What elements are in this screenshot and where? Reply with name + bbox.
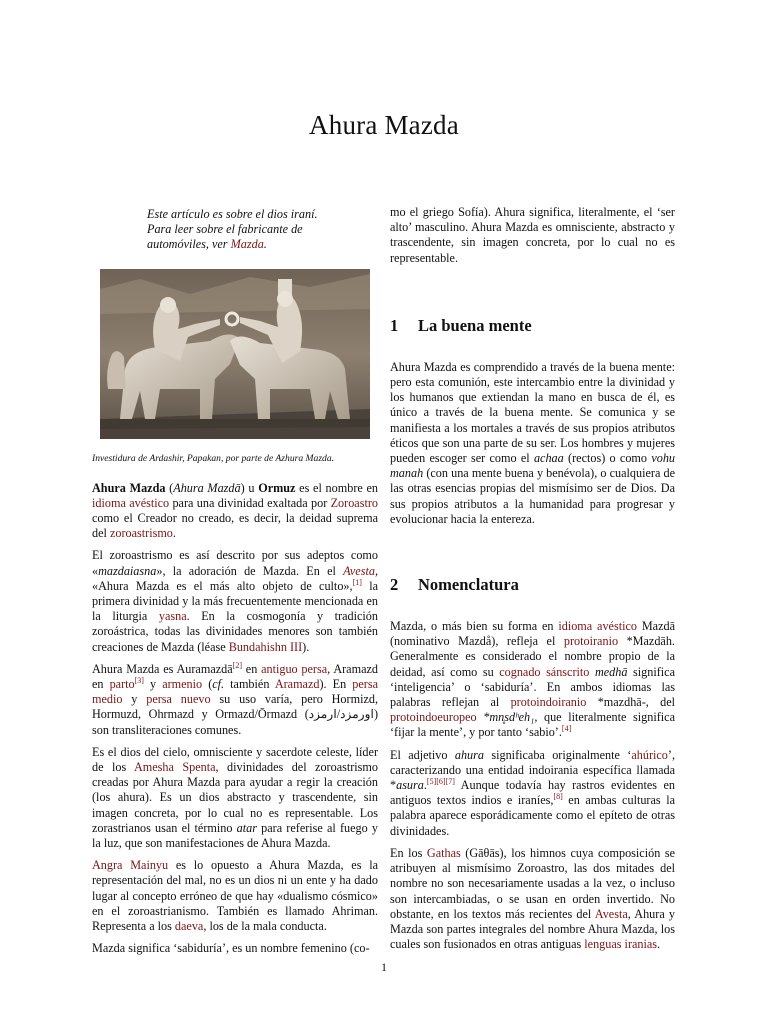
link-protoindoeuropeo[interactable]: protoindoeuropeo [390,710,477,725]
right-column [390,205,675,959]
citation[interactable]: [3] [134,675,144,685]
section-heading-nomenclatura: 2 Nomenclatura [390,575,519,595]
paragraph: El zoroastrismo es así descrito por sus adeptos como «mazdaiasna», la adoración de Mazda. En el Avesta, «Ahura Mazda es el más alto objeto de culto»,[1] la primera divinidad y la más frecuentemente mencionada en la liturgia yasna. En la cosmogonía y tradición zoroástrica, todas las divinidades menores son también creaciones de Mazda (léase Bundahishn III). [92,548,379,654]
paragraph: Mazda, o más bien su forma en idioma avéstico Mazdā (nominativo Mazdå), refleja el protoiranio *Mazdāh. Generalmente es considerado el nombre propio de la deidad, así como su cognado sánscrito medhā significa ‘inteligencia’ o ‘sabiduría’. En ambos idiomas las palabras reflejan al protoindoiranio *mazdhā-, del protoindoeuropeo *mn̥sdʰeh₁, que literalmente significa ‘fijar la mente’, y por tanto ‘sabio’.[4] [390,619,675,740]
link-ahurico[interactable]: ahúrico [631,747,668,762]
citation[interactable]: [5][6][7] [426,777,455,787]
link-protoiranio[interactable]: protoiranio [563,634,619,649]
citation[interactable]: [8] [553,792,563,802]
page-number: 1 [381,960,387,974]
citation[interactable]: [1] [352,577,362,587]
link-daeva[interactable]: daeva [174,919,204,934]
link-lenguas-iranias[interactable]: lenguas iranias [584,937,658,952]
link-aramazd[interactable]: Aramazd [274,677,320,692]
relief-image [100,269,370,439]
link-antiguo-persa[interactable]: antiguo persa [261,661,328,676]
link-zoroastrismo[interactable]: zoroastrismo [109,526,173,541]
citation[interactable]: [2] [232,660,242,670]
paragraph: Ahura Mazda es comprendido a través de la buena mente: pero esta comunión, este intercambio entre la divinidad y los humanos que extiendan la mano en busca de él, es único a través de la buena mente. Se comunica y se manifiesta a los mortales a través de sus propios atributos éticos que son una parte de su ser. Los hombres y mujeres pueden escoger ser como el achaa (rectos) o como vohu manah (con una mente buena y benévola), o cualquiera de las otras esencias propias del mismísimo ser de Dios. Da sus propios atributos a la humanidad para progresar y evolucionar hacia la entereza. [390,359,676,526]
link-amesha-spenta[interactable]: Amesha Spenta [133,760,216,775]
link-gathas[interactable]: Gathas [426,845,461,860]
link-avesta[interactable]: Avesta [343,563,375,578]
link-persa-nuevo[interactable]: persa nuevo [146,692,211,707]
paragraph: Ahura Mazda (Ahura Mazdā) u Ormuz es el nombre en idioma avéstico para una divinidad exaltada por Zoroastro como el Creador no creado, es decir, la deidad suprema del zoroastrismo. [92,480,379,541]
paragraph: Es el dios del cielo, omnisciente y sacerdote celeste, líder de los Amesha Spenta, divinidades del zoroastrismo creadas por Ahura Mazda para ayudar a regir la creación (los ahura). Es un dios abstracto y trascendente, sin imagen concreta, por lo cual no es representable. Los zorastrianos usan el término atar para referise al fuego y la luz, que son manifestaciones de Ahura Mazda. [92,744,378,851]
paragraph: En los Gathas (Gāθās), los himnos cuya composición se atribuyen al mismísimo Zoroastro, las dos mitades del nombre no son necesariamente usadas a la vez, o incluso son intercambiadas, o se usan en orden invertido. No obstante, en los textos más recientes del Avesta, Ahura y Mazda son partes integrales del nombre Ahura Mazda, los cuales son fusionados en otras antiguas lenguas iranias. [390,845,676,952]
left-column [92,207,378,964]
hatnote: Este artículo es sobre el dios iraní. Para leer sobre el fabricante de automóviles, ver Mazda. [147,207,318,252]
link-yasna[interactable]: yasna [158,609,187,624]
paragraph: mo el griego Sofía). Ahura significa, literalmente, el ‘ser alto’ masculino. Ahura Mazda es omnisciente, abstracto y trascendente, sin imagen concreta, por lo cual no es representable. [390,205,675,265]
link-protoindoiranio[interactable]: protoindoiranio [510,695,587,710]
section-heading-la-buena-mente: 1 La buena mente [390,315,532,335]
link-mazda[interactable]: Mazda [230,237,264,252]
link-idioma-avestico[interactable]: idioma avéstico [558,619,637,634]
link-zoroastro[interactable]: Zoroastro [330,495,378,510]
link-cognado-sanscrito[interactable]: cognado sánscrito [499,664,590,679]
link-persa-medio[interactable]: persa medio [92,677,378,707]
link-avesta[interactable]: Avesta [594,906,628,921]
paragraph: El adjetivo ahura significaba originalmente ‘ahúrico’, caracterizando una entidad indoirania específica llamada *asura.[5][6][7] Aunque todavía hay rastros evidentes en antiguos textos indios e iraníes,[8] en ambas culturas la palabra aparece esporádicamente como el epíteto de otras divinidades. [390,747,675,838]
paragraph: Mazda significa ‘sabiduría’, es un nombre femenino (co- [92,941,370,956]
page-title: Ahura Mazda [309,110,459,140]
investiture-relief-image [100,269,370,439]
link-armenio[interactable]: armenio [162,677,203,692]
paragraph: Ahura Mazda es Auramazdā[2] en antiguo persa, Aramazd en parto[3] y armenio (cf. también Aramazd). En persa medio y persa nuevo su uso varía, pero Hormizd, Hormuzd, Ohrmazd y Ormazd/Ōrmazd (اورمزد/ارمزد) son transliteraciones comunes. [92,660,378,737]
citation[interactable]: [4] [561,724,572,734]
link-bundahishn[interactable]: Bundahishn III [228,639,303,654]
link-idioma-avestico[interactable]: idioma avéstico [92,495,170,510]
figure-caption: Investidura de Ardashir, Papakan, por parte de Azhura Mazda. [92,452,335,464]
link-angra-mainyu[interactable]: Angra Mainyu [92,858,169,873]
link-parto[interactable]: parto [109,677,135,692]
paragraph: Angra Mainyu es lo opuesto a Ahura Mazda, es la representación del mal, no es un dios ni un ente y ha dado lugar al concepto erróneo de que hay «dualismo cósmico» en el zoroastrianismo. También es llamado Ahriman. Representa a los daeva, los de la mala conducta. [92,858,378,934]
